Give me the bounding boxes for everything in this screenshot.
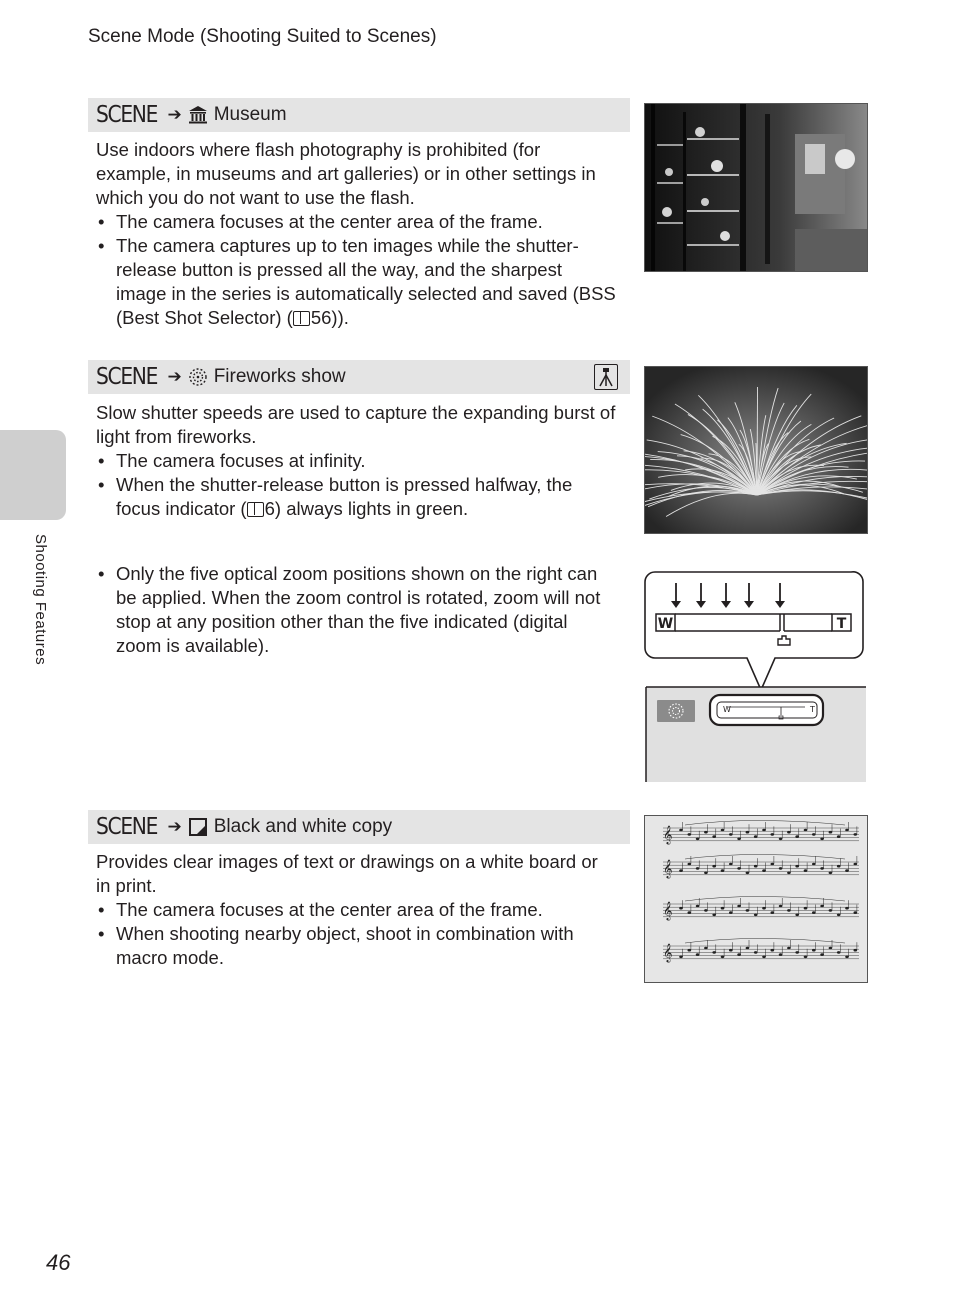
scene-label: SCENE [96, 364, 158, 390]
arrow-icon: ➔ [167, 105, 182, 124]
list-item [96, 473, 616, 521]
page-number: 46 [46, 1250, 71, 1275]
zoom-position-diagram [643, 570, 867, 782]
scene-label: SCENE [96, 814, 158, 840]
bw-copy-intro: Provides clear images of text or drawings on a white board or in print. [96, 851, 598, 896]
bullet-text: The camera captures up to ten images while the shutter-release button is pressed all the way, and the sharpest image in the series is automatically selected and saved (BSS (Best Shot Selector) ( [116, 235, 616, 328]
fireworks-photo [644, 366, 868, 534]
list-item: • Only the five optical zoom positions shown on the right can be applied. When the zoom control is rotated, zoom will not stop at any position other than the five indicated (digital zoom is available). [96, 562, 616, 658]
fireworks-body [96, 401, 616, 521]
zoom-wide-label: W [657, 616, 674, 632]
fireworks-intro: Slow shutter speeds are used to capture the expanding burst of light from fireworks. [96, 402, 616, 447]
section-title: Black and white copy [213, 816, 393, 837]
bw-copy-section-header [88, 810, 630, 844]
side-tab-label: Shooting Features [32, 534, 49, 666]
scene-label: SCENE [96, 102, 158, 128]
museum-section-header [88, 98, 630, 132]
fireworks-section-header [88, 360, 630, 394]
museum-bullets [96, 210, 616, 330]
svg-text:𝄞: 𝄞 [663, 827, 673, 844]
svg-text:𝄞: 𝄞 [663, 945, 673, 962]
museum-icon [188, 105, 208, 125]
list-item: • The camera focuses at the center area of the frame. [96, 210, 616, 234]
museum-body [96, 138, 616, 330]
zoom-tele-label: T [836, 616, 847, 632]
running-header: Scene Mode (Shooting Suited to Scenes) [88, 26, 437, 47]
book-reference-icon [247, 502, 264, 517]
bullet-text-end: )). [331, 307, 349, 328]
monitor-wide-label: W [723, 705, 731, 714]
page-reference[interactable]: 6 [264, 498, 275, 519]
book-reference-icon [293, 311, 310, 326]
monitor-tele-label: T [810, 705, 815, 714]
list-item: • The camera focuses at the center area of the frame. [96, 898, 616, 922]
sheet-music-photo [644, 815, 868, 983]
arrow-icon: ➔ [167, 817, 182, 836]
bw-copy-icon [188, 817, 208, 837]
bullet-text-end: ) always lights in green. [274, 498, 469, 519]
zoom-bullets [96, 562, 616, 658]
museum-intro: Use indoors where flash photography is prohibited (for example, in museums and art galleries) or in other settings in which you do not want to use the flash. [96, 139, 596, 208]
zoom-note [96, 562, 616, 658]
side-tab [0, 430, 66, 520]
bw-copy-body [96, 850, 616, 970]
bw-copy-bullets [96, 898, 616, 970]
section-title: Museum [213, 104, 287, 125]
list-item: • When shooting nearby object, shoot in combination with macro mode. [96, 922, 616, 970]
bullet-text: When the shutter-release button is pressed halfway, the focus indicator ( [116, 474, 573, 519]
museum-photo [644, 103, 868, 272]
arrow-icon: ➔ [167, 367, 182, 386]
svg-text:𝄞: 𝄞 [663, 903, 673, 920]
section-title: Fireworks show [213, 366, 346, 387]
fireworks-icon [188, 367, 208, 387]
list-item [96, 234, 616, 330]
list-item: • The camera focuses at infinity. [96, 449, 616, 473]
tripod-icon [594, 364, 618, 390]
svg-text:𝄞: 𝄞 [663, 861, 673, 878]
fireworks-bullets [96, 449, 616, 521]
page-reference[interactable]: 56 [310, 307, 332, 328]
